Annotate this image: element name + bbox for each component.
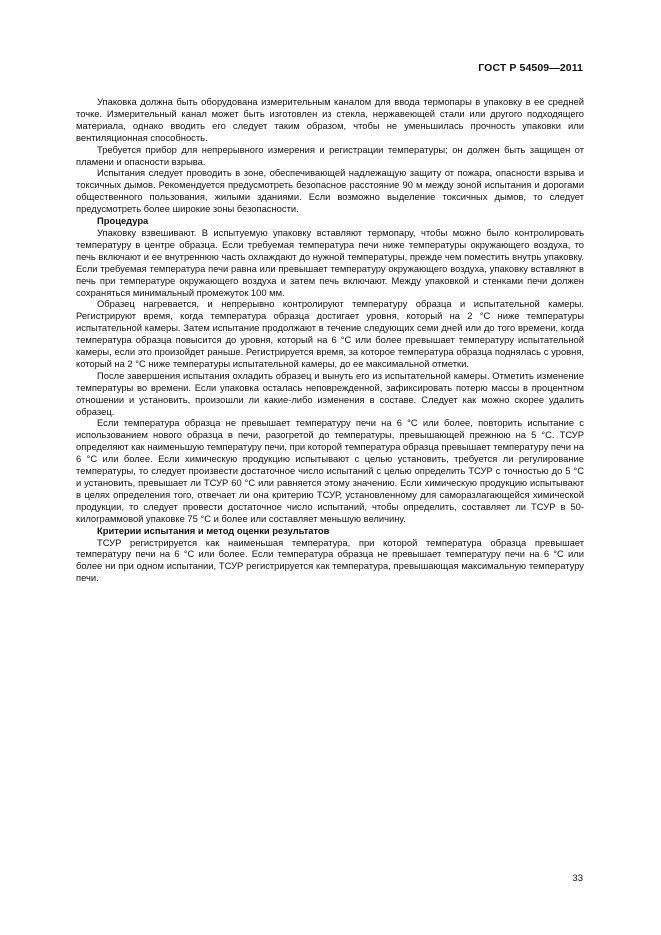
- paragraph-test-zone: Испытания следует проводить в зоне, обеспечивающей надлежащую защиту от пожара, опасности взрыва и токсичных дымов. Рекомендуется предусмотреть безопасное расстояние 90 м между зоной испытания и дорогами общественного пользования, жилыми зданиями. Если возможно выделение токсичных дымов, то следует предусмотреть более широкие зоны безопасности.: [76, 167, 584, 215]
- heading-criteria: Критерии испытания и метод оценки результатов: [97, 524, 330, 536]
- paragraph-procedure: Упаковку взвешивают. В испытуемую упаковку вставляют термопару, чтобы можно было контролировать температуру в центре образца. Если требуемая температура печи ниже температуры окружающего воздуха, то печь включают и ее внутреннюю часть охлаждают до нужной температуры, прежде чем поместить внутрь упаковку. Если требуемая температура печи равна или превышает температуру окружающего воздуха, упаковку вставляют в печь при температуре окружающего воздуха и затем печь включают. Между упаковкой и стенками печи должен сохраняться минимальный промежуток 100 мм.: [76, 226, 584, 298]
- paragraph-temperature-device: Требуется прибор для непрерывного измерения и регистрации температуры; он должен быть защищен от пламени и опасности взрыва.: [76, 143, 584, 167]
- page-number: 33: [572, 873, 583, 884]
- paragraph-repeat-test: Если температура образца не превышает температуру печи на 6 °С или более, повторить испытание с использованием нового образца в печи, разогретой до температуры, превышающей прежнюю на 5 °С. ТСУР определяют как наименьшую температуру печи, при которой температура образца превышает температуру печи на 6 °С или более. Если химическую продукцию испытывают с целью установить, требуется ли регулирование температуры, то следует произвести достаточное число испытаний с целью определить ТСУР с точностью до 5 °С и установить, превышает ли ТСУР 60 °С или равняется этому значению. Если химическую продукцию испытывают в целях определения того, отвечает ли она критерию ТСУР, установленному для саморазлагающейся химической продукции, то следует провести достаточное число испытаний, чтобы определить, составляет ли ТСУР в 50-килограммовой упаковке 75 °С и более или составляет меньшую величину.: [76, 417, 585, 524]
- paragraph-packaging-channel: Упаковка должна быть оборудована измерительным каналом для ввода термопары в упаковку в ее средней точке. Измерительный канал может быть изготовлен из стекла, нержавеющей стали или другого подходящего материала, однако вводить его следует таким образом, чтобы не уменьшилась прочность упаковки или вентиляционная способность.: [76, 96, 584, 143]
- document-body: [76, 96, 584, 584]
- document-standard-number: ГОСТ Р 54509—2011: [478, 62, 583, 74]
- paragraph-criteria: ТСУР регистрируется как наименьшая температура, при которой температура образца превышает температуру печи на 6 °С или более. Если температура образца не превышает температуру печи на 6 °С или более ни при одном испытании, ТСУР регистрируется как температура, превышающая максимальную температуру печи.: [76, 536, 584, 584]
- paragraph-heating: Образец нагревается, и непрерывно контролируют температуру образца и испытательной камеры. Регистрируют время, когда температура образца достигает уровня, который на 2 °С ниже температуры испытательной камеры. Затем испытание продолжают в течение следующих семи дней или до того времени, когда температура образца повысится до уровня, который на 6 °С или более превышает температуру испытательной камеры, если это произойдет раньше. Регистрируется время, за которое температура образца поднялась с уровня, который на 2 °С ниже температуры испытательной камеры, до ее максимальной отметки.: [76, 298, 584, 369]
- heading-procedure: Процедура: [97, 215, 149, 227]
- paragraph-cooling: После завершения испытания охладить образец и вынуть его из испытательной камеры. Отметить изменение температуры во времени. Если упаковка осталась неповрежденной, зафиксировать потерю массы в процентном отношении и установить, произошли ли какие-либо изменения в составе. Следует как можно скорее удалить образец.: [76, 369, 584, 417]
